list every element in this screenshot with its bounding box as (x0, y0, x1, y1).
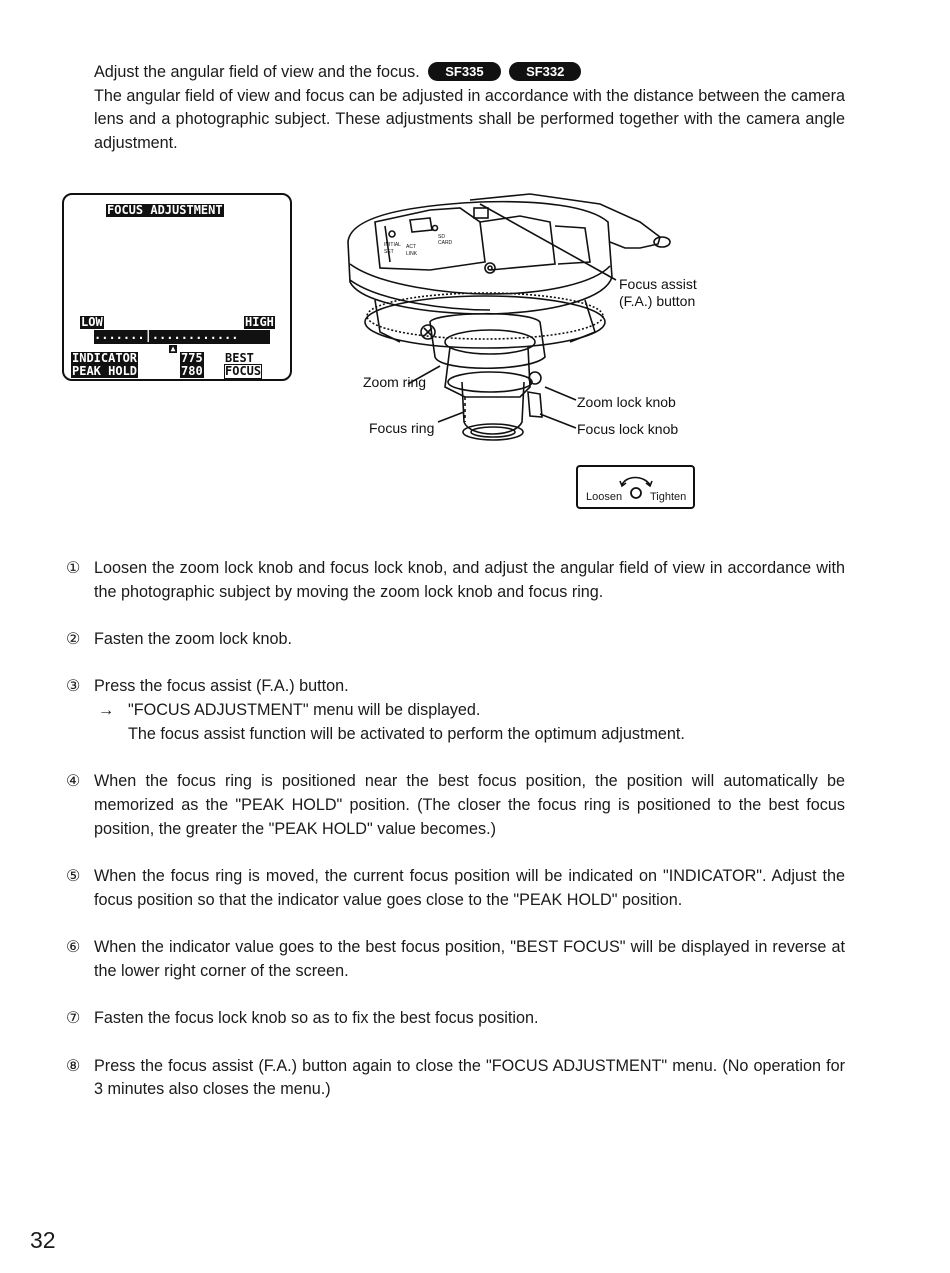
intro-heading: Adjust the angular field of view and the focus. (94, 63, 420, 81)
osd-peak-hold-value: 780 (181, 364, 203, 378)
label-focus-ring: Focus ring (369, 420, 435, 436)
step-result-line-1: "FOCUS ADJUSTMENT" menu will be displayed. (128, 701, 481, 720)
step-text: Fasten the zoom lock knob. (94, 630, 292, 649)
step-text: Press the focus assist (F.A.) button. (94, 677, 349, 696)
focus-adjustment-screen (62, 193, 292, 381)
step-4 (66, 770, 845, 841)
step-number: ③ (66, 678, 81, 696)
osd-peak-hold-label: PEAK HOLD (72, 364, 138, 378)
step-text: When the focus ring is moved, the current focus position will be indicated on "INDICATOR". Adjust the focus position so that the indicator value goes close to the "PEAK HOLD" position. (94, 867, 845, 909)
step-8 (66, 1055, 845, 1102)
steps-list (66, 557, 845, 1126)
step-number: ⑦ (66, 1010, 81, 1028)
arrow-right-icon: → (98, 701, 115, 720)
step-text: When the indicator value goes to the best focus position, "BEST FOCUS" will be displayed in reverse at the lower right corner of the screen. (94, 938, 845, 980)
label-loosen: Loosen (586, 491, 623, 503)
intro-heading-line (94, 61, 845, 85)
step-result (94, 699, 845, 746)
step-number: ② (66, 631, 81, 649)
step-result-line-2: The focus assist function will be activated to perform the optimum adjustment. (128, 724, 685, 743)
step-3 (66, 675, 845, 746)
loosen-tighten-legend (576, 465, 695, 509)
step-2 (66, 628, 845, 652)
osd-title: FOCUS ADJUSTMENT (107, 203, 223, 217)
step-number: ⑥ (66, 939, 81, 957)
step-number: ⑧ (66, 1057, 81, 1075)
cam-label-act: ACT (406, 244, 416, 250)
step-text: Press the focus assist (F.A.) button again to close the "FOCUS ADJUSTMENT" menu. (No operation for 3 minutes also closes the menu.) (94, 1056, 845, 1099)
step-1 (66, 557, 845, 604)
page-number: 32 (30, 1227, 56, 1253)
label-focus-assist-2: (F.A.) button (619, 293, 696, 309)
cam-label-initial: INITIAL (384, 242, 401, 248)
cam-label-sd: SD (438, 234, 445, 240)
osd-indicator-value: 775 (181, 351, 203, 365)
label-zoom-lock-knob: Zoom lock knob (577, 394, 676, 410)
step-5 (66, 865, 845, 912)
cam-label-card: CARD (438, 240, 453, 246)
step-text: Fasten the focus lock knob so as to fix the best focus position. (94, 1009, 539, 1028)
osd-focus-label: FOCUS (225, 364, 262, 378)
osd-high-label: HIGH (245, 315, 274, 329)
intro-section (94, 61, 845, 156)
osd-bar-dots: .......|............ (94, 330, 239, 342)
cam-label-link: LINK (406, 251, 418, 257)
step-number: ① (66, 560, 81, 577)
model-badge-sf332: SF332 (509, 62, 581, 81)
step-text: Loosen the zoom lock knob and focus lock knob, and adjust the angular field of view in accordance with the photographic subject by moving the zoom lock knob and focus ring. (94, 559, 845, 601)
intro-body: The angular field of view and focus can be adjusted in accordance with the distance between the camera lens and a photographic subject. These adjustments shall be performed together with the camera angle adjustment. (94, 86, 845, 153)
osd-indicator-label: INDICATOR (72, 351, 138, 365)
step-text: When the focus ring is positioned near the best focus position, the position will automatically be memorized as the "PEAK HOLD" position. (The closer the focus ring is positioned to the best focus position, the greater the "PEAK HOLD" value becomes.) (94, 772, 845, 838)
step-number: ④ (66, 773, 81, 791)
step-number: ⑤ (66, 868, 81, 886)
osd-position-marker-icon: ▲ (170, 344, 176, 353)
osd-best-label: BEST (225, 351, 254, 365)
osd-low-label: LOW (81, 315, 103, 329)
step-7 (66, 1007, 845, 1031)
label-focus-assist-1: Focus assist (619, 276, 697, 292)
model-badge-sf335: SF335 (428, 62, 500, 81)
cam-label-set: SET (384, 249, 394, 255)
step-6 (66, 936, 845, 983)
osd-level-bar (94, 330, 270, 344)
label-focus-lock-knob: Focus lock knob (577, 421, 679, 437)
label-tighten: Tighten (650, 491, 687, 503)
label-zoom-ring: Zoom ring (363, 374, 427, 390)
